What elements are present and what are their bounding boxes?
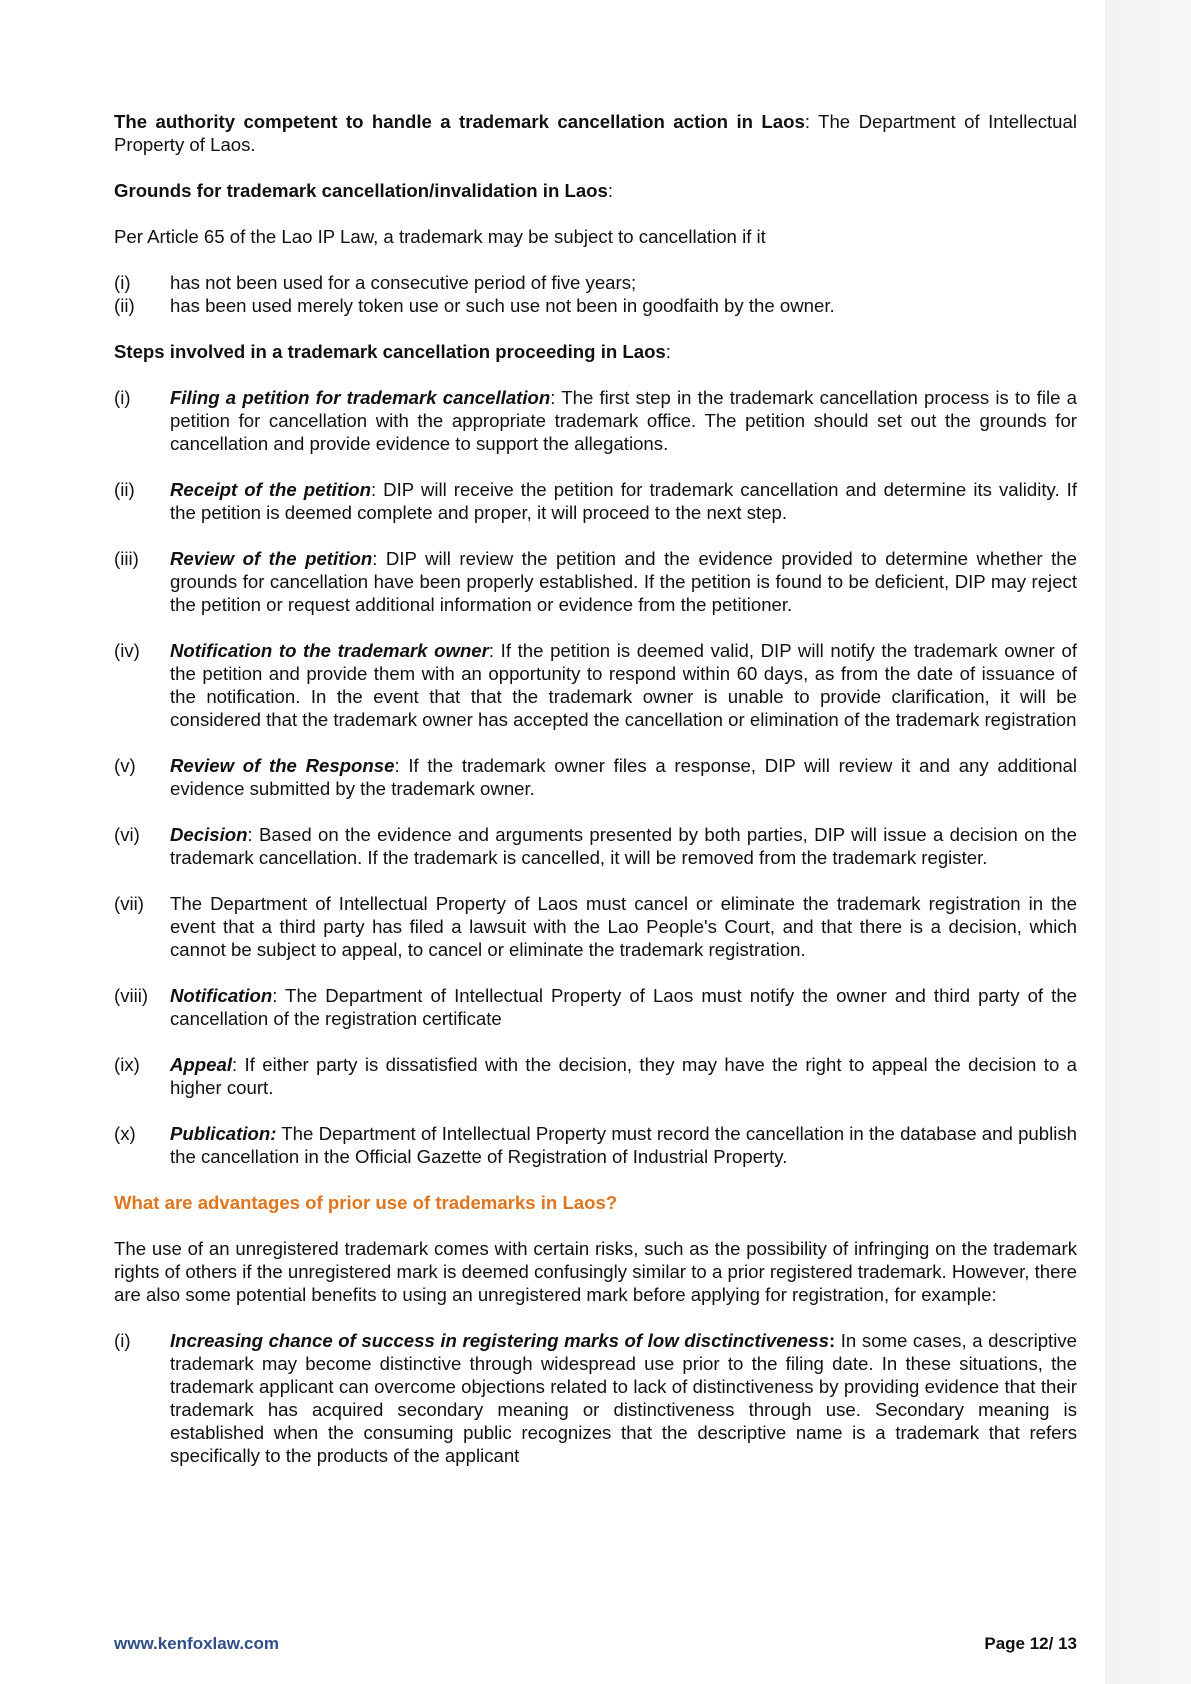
item-title: Publication: (170, 1123, 277, 1144)
item-title: Notification (170, 985, 273, 1006)
document-page (114, 110, 1077, 1467)
list-item (114, 754, 1077, 800)
item-text: In some cases, a descriptive trademark may become distinctive through widespread use prior to the filing date. In these situations, the trademark applicant can overcome objections related to lack of distinctiveness by providing evidence that their trademark has acquired secondary meaning or distinctiveness through use. Secondary meaning is established when the consuming public recognizes that the descriptive name is a trademark that refers specifically to the products of the applicant (170, 1330, 1077, 1466)
list-item (114, 1053, 1077, 1099)
authority-paragraph (114, 110, 1077, 156)
item-text: The Department of Intellectual Property must record the cancellation in the database and publish the cancellation in the Official Gazette of Registration of Industrial Property. (170, 1123, 1077, 1167)
item-number: (ix) (114, 1054, 140, 1075)
item-text: : Based on the evidence and arguments presented by both parties, DIP will issue a decision on the trademark cancellation. If the trademark is cancelled, it will be removed from the trademark register. (170, 824, 1077, 868)
item-text: : The Department of Intellectual Property of Laos must notify the owner and third party of the cancellation of the registration certificate (170, 985, 1077, 1029)
item-title: Receipt of the petition (170, 479, 371, 500)
list-item (114, 823, 1077, 869)
item-text: has not been used for a consecutive period of five years; (170, 272, 637, 293)
list-item (114, 1122, 1077, 1168)
item-title: Review of the petition (170, 548, 373, 569)
item-text: has been used merely token use or such use not been in goodfaith by the owner. (170, 295, 835, 316)
steps-heading: Steps involved in a trademark cancellation proceeding in Laos: (114, 341, 671, 362)
item-text: : If either party is dissatisfied with the decision, they may have the right to appeal the decision to a higher court. (170, 1054, 1077, 1098)
item-number: (i) (114, 1330, 131, 1351)
item-text: : The first step in the trademark cancellation process is to file a petition for cancellation with the appropriate trademark office. The petition should set out the grounds for cancellation and provide evidence to support the allegations. (170, 387, 1077, 454)
grounds-intro: Per Article 65 of the Lao IP Law, a trademark may be subject to cancellation if it (114, 226, 766, 247)
steps-list (114, 386, 1077, 1168)
item-text: The Department of Intellectual Property of Laos must cancel or eliminate the trademark registration in the event that a third party has filed a lawsuit with the Lao People's Court, and that there is a decision, which cannot be subject to appeal, to cancel or eliminate the trademark registration. (170, 893, 1077, 960)
item-number: (i) (114, 387, 131, 408)
list-item (114, 547, 1077, 616)
item-number: (iv) (114, 640, 140, 661)
page-footer (114, 1634, 1077, 1654)
item-number: (ii) (114, 295, 135, 316)
footer-page-number: Page 12/ 13 (984, 1634, 1077, 1653)
item-number: (i) (114, 272, 131, 293)
advantages-heading: What are advantages of prior use of trademarks in Laos? (114, 1192, 618, 1213)
authority-label: The authority competent to handle a trademark cancellation action in Laos (114, 111, 805, 132)
item-title: Review of the Response (170, 755, 395, 776)
item-title: Decision (170, 824, 248, 845)
item-title: Increasing chance of success in registering marks of low disctinctiveness (170, 1330, 829, 1351)
list-item (114, 271, 1077, 294)
item-text: : DIP will receive the petition for trademark cancellation and determine its validity. If the petition is deemed complete and proper, it will proceed to the next step. (170, 479, 1077, 523)
item-title: Notification to the trademark owner (170, 640, 489, 661)
item-number: (ii) (114, 479, 135, 500)
list-item (114, 984, 1077, 1030)
item-number: (x) (114, 1123, 136, 1144)
item-number: (v) (114, 755, 136, 776)
list-item (114, 639, 1077, 731)
list-item (114, 1329, 1077, 1467)
footer-website-link[interactable]: www.kenfoxlaw.com (114, 1634, 280, 1653)
item-title: Filing a petition for trademark cancellation (170, 387, 551, 408)
item-colon: : (828, 1330, 836, 1351)
grounds-heading: Grounds for trademark cancellation/invalidation in Laos: (114, 180, 614, 201)
item-title: Appeal (170, 1054, 232, 1075)
grounds-list (114, 271, 1077, 317)
scroll-strip (1105, 0, 1191, 1684)
item-number: (vii) (114, 893, 144, 914)
item-text: : If the trademark owner files a response, DIP will review it and any additional evidence submitted by the trademark owner. (170, 755, 1078, 799)
item-text: : If the petition is deemed valid, DIP will notify the trademark owner of the petition and provide them with an opportunity to respond within 60 days, as from the date of issuance of the notification. In the event that that the trademark owner is unable to provide clarification, it will be considered that the trademark owner has accepted the cancellation or elimination of the trademark registration (170, 640, 1077, 730)
item-text: : DIP will review the petition and the evidence provided to determine whether the grounds for cancellation have been properly established. If the petition is found to be deficient, DIP may reject the petition or request additional information or evidence from the petitioner. (170, 548, 1077, 615)
authority-text: : The Department of Intellectual Property of Laos. (114, 111, 1077, 155)
item-number: (vi) (114, 824, 140, 845)
item-number: (iii) (114, 548, 139, 569)
list-item (114, 294, 1077, 317)
list-item (114, 386, 1077, 455)
item-number: (viii) (114, 985, 149, 1006)
advantages-intro: The use of an unregistered trademark comes with certain risks, such as the possibility of infringing on the trademark rights of others if the unregistered mark is deemed confusingly similar to a prior registered trademark. However, there are also some potential benefits to using an unregistered mark before applying for registration, for example: (114, 1238, 1077, 1305)
list-item (114, 478, 1077, 524)
list-item (114, 892, 1077, 961)
